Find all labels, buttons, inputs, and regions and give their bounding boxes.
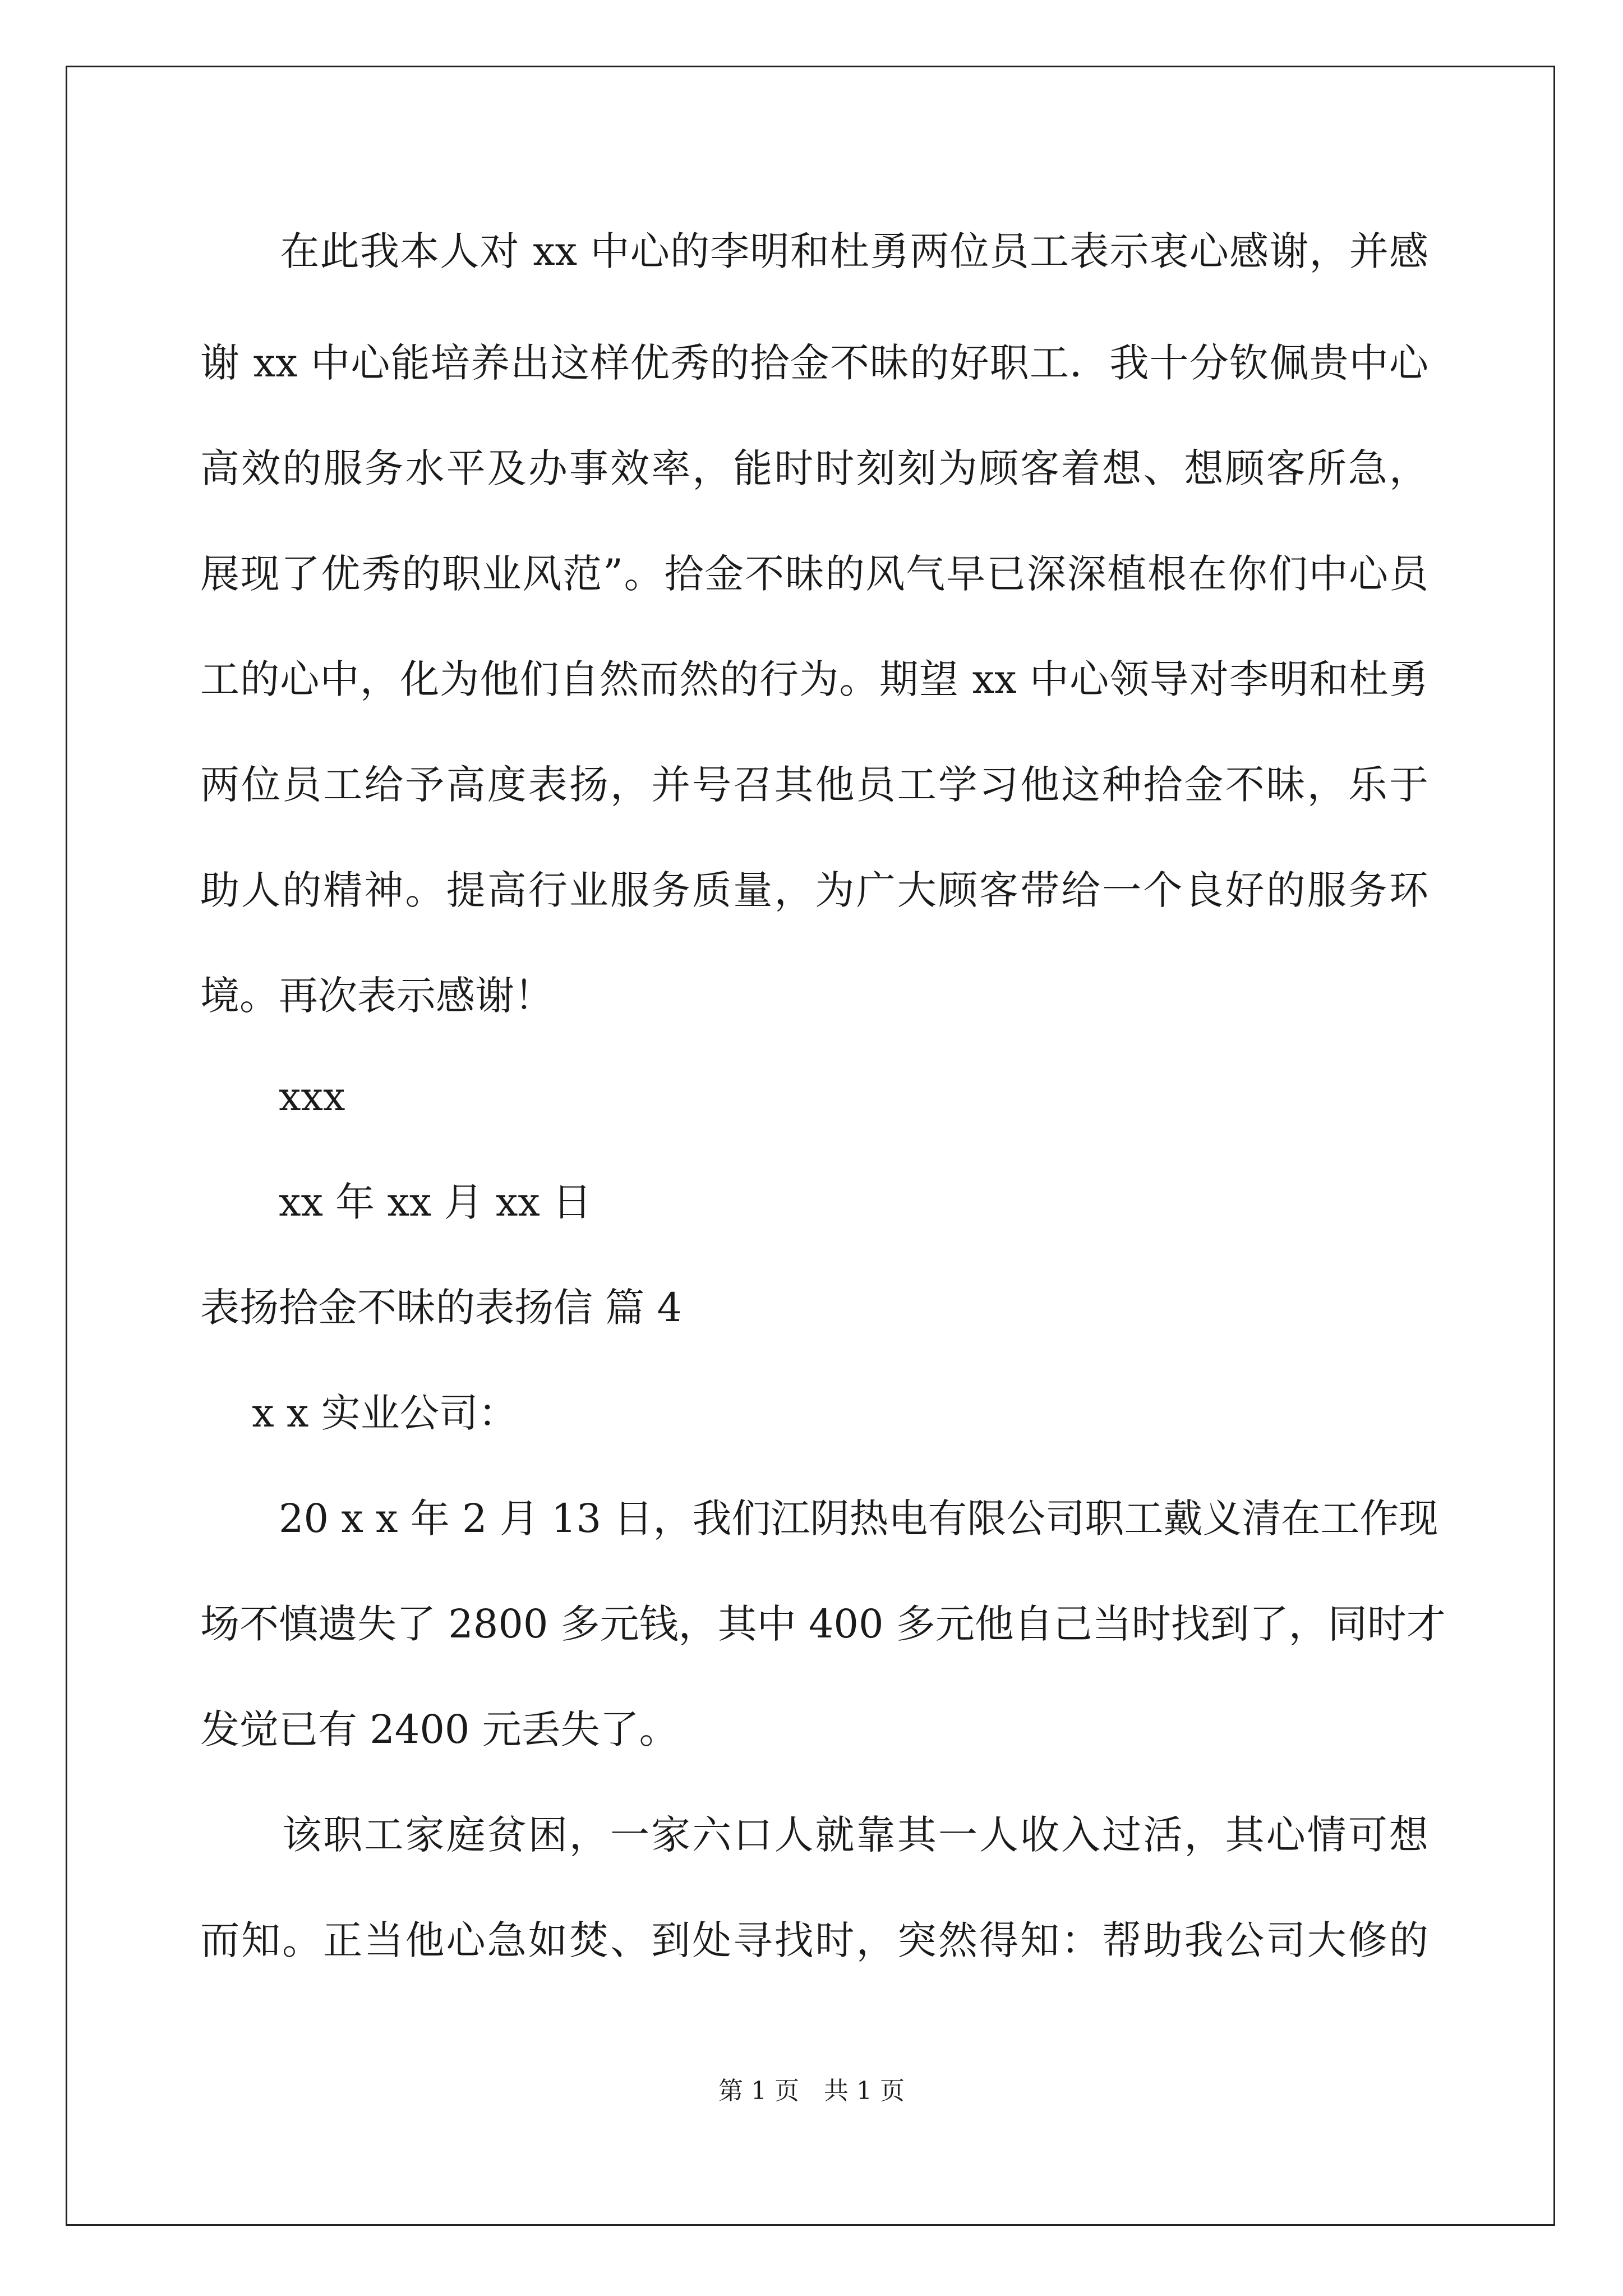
body-line-1: 在此我本人对 xx 中心的李明和杜勇两位员工表示衷心感谢，并感 [200,228,1428,274]
body-line-11: 发觉已有 2400 元丢失了。 [200,1706,679,1752]
section-heading: 表扬拾金不昧的表扬信 篇 4 [200,1285,683,1331]
body-line-2: 谢 xx 中心能培养出这样优秀的拾金不昧的好职工．我十分钦佩贵中心 [200,340,1428,386]
body-line-12: 该职工家庭贫困，一家六口人就靠其一人收入过活，其心情可想 [200,1812,1428,1858]
body-line-5: 工的心中，化为他们自然而然的行为。期望 xx 中心领导对李明和杜勇 [200,656,1428,702]
body-line-9: 20 x x 年 2 月 13 日，我们江阴热电有限公司职工戴义清在工作现 [200,1496,1438,1542]
body-line-6: 两位员工给予高度表扬，并号召其他员工学习他这种拾金不昧，乐于 [200,762,1428,808]
page-number-footer: 第 1 页 共 1 页 [718,2077,905,2105]
body-line-8: 境。再次表示感谢！ [200,973,554,1019]
signature-name: xxx [200,1074,345,1120]
body-line-7: 助人的精神。提高行业服务质量，为广大顾客带给一个良好的服务环 [200,867,1428,913]
page-border [66,66,1555,2226]
body-line-13: 而知。正当他心急如焚、到处寻找时，突然得知：帮助我公司大修的 [200,1917,1428,1963]
body-line-3: 高效的服务水平及办事效率，能时时刻刻为顾客着想、想顾客所急， [200,445,1428,491]
body-line-10: 场不慎遗失了 2800 多元钱，其中 400 多元他自己当时找到了，同时才 [200,1601,1446,1647]
signature-date: xx 年 xx 月 xx 日 [200,1179,592,1225]
salutation: x x 实业公司： [200,1390,518,1436]
body-line-4: 展现了优秀的职业风范”。拾金不昧的风气早已深深植根在你们中心员 [200,551,1428,597]
